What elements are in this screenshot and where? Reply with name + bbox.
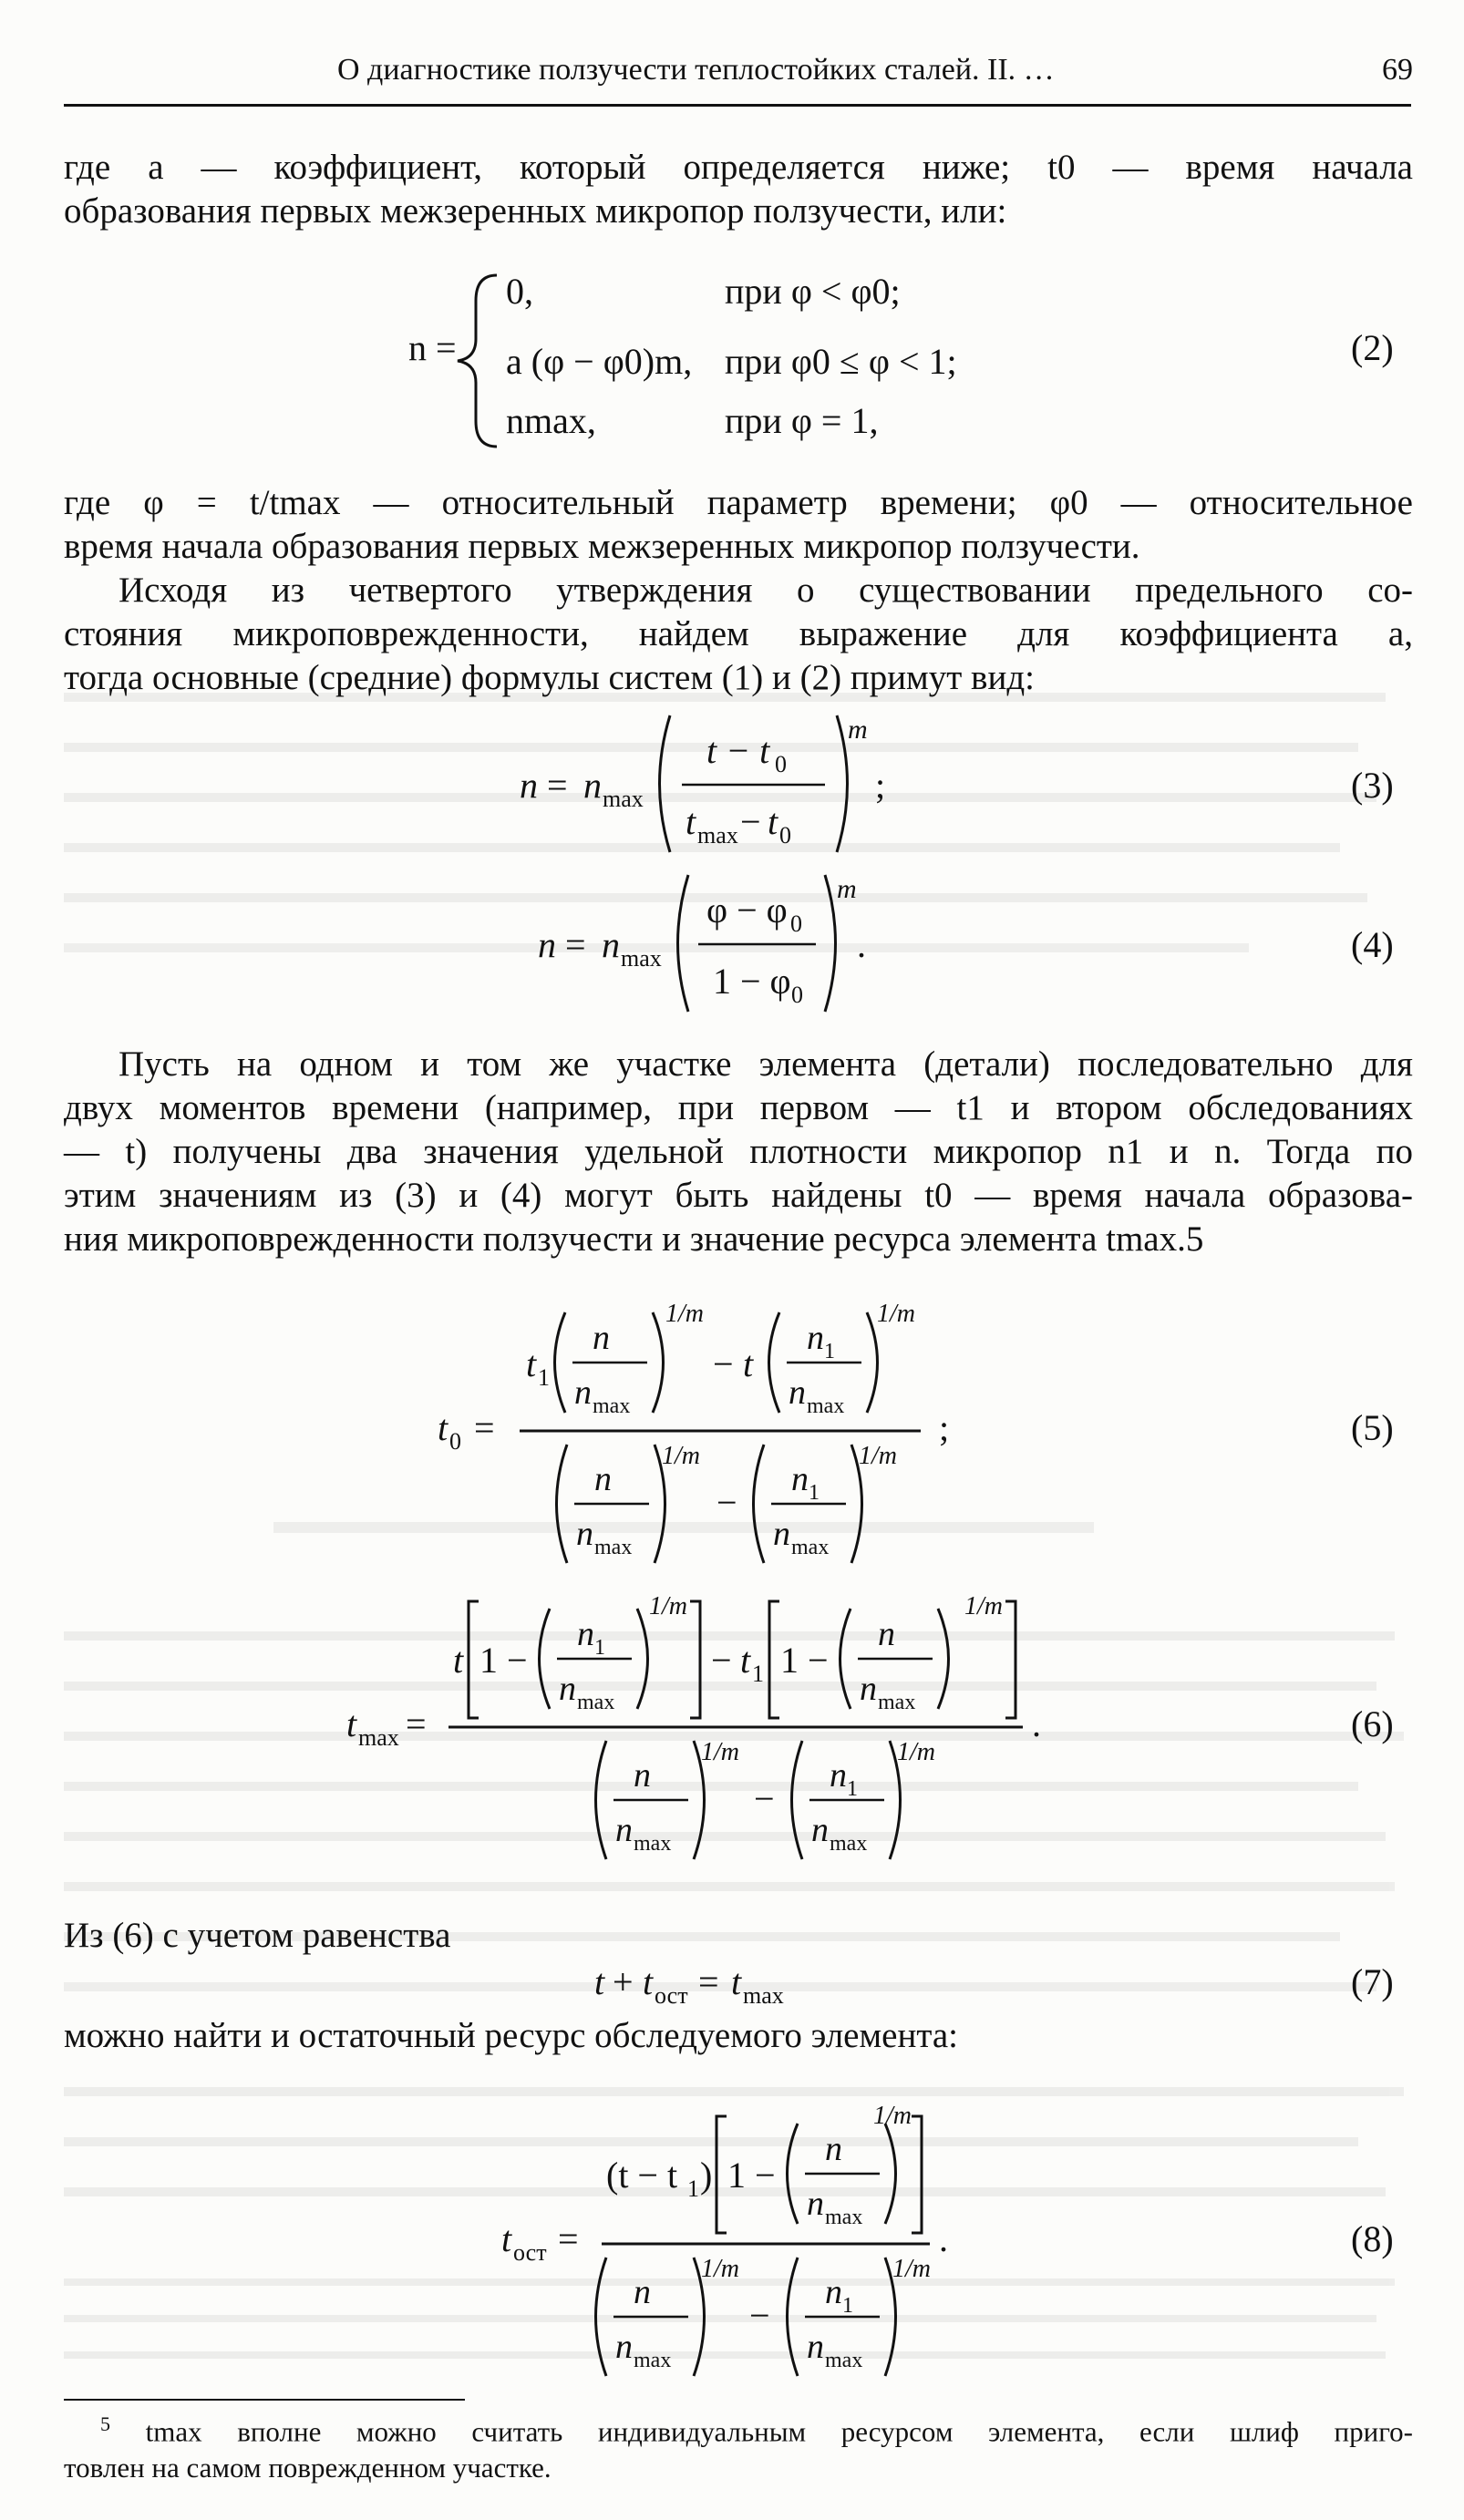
equation-number: (4) [1351,924,1394,965]
equation-number: (6) [1351,1703,1394,1744]
subscript-max: max [830,1832,868,1856]
minus-sign: − [713,1343,734,1384]
symbol-t0: t [768,801,778,842]
left-bracket [717,2116,727,2233]
exponent: 1/m [649,1592,687,1620]
exponent: 1/m [859,1442,897,1470]
subscript-max: max [825,2206,863,2229]
symbol-tmax: t [346,1703,357,1744]
subscript-ost: ост [513,2239,547,2266]
text-line: — t) получены два значения удельной плотности микропор n1 и n. Тогда по [64,1132,1413,1171]
equation-number: (7) [1351,1961,1394,2002]
exponent: 1/m [964,1592,1003,1620]
header-rule [64,104,1411,107]
right-paren [938,1609,949,1709]
text-line: ния микроповрежденности ползучести и значение ресурса элемента tmax.5 [64,1219,1204,1259]
symbol-t: t [453,1640,464,1681]
semicolon: ; [875,765,886,806]
symbol-nmax: n [811,1811,829,1849]
paragraph-1 [64,146,1413,233]
footnote [64,2406,1413,2486]
subscript-1: 1 [538,1364,550,1391]
subscript-1: 1 [752,1661,764,1687]
subscript-0: 0 [775,751,787,777]
subscript-0: 0 [449,1428,461,1455]
right-paren [837,715,848,852]
footnote-line: товлен на самом поврежденном участке. [64,2452,552,2484]
subscript-max: max [594,1536,633,1559]
denominator: 1 − φ [713,961,791,1002]
equals-sign: = [565,924,586,965]
left-paren [840,1609,851,1709]
subscript-1: 1 [842,2294,853,2318]
one-minus: 1 − [479,1640,528,1681]
exponent: 1/m [877,1300,915,1328]
subscript-max: max [634,1832,672,1856]
paragraph-6 [64,2014,1413,2058]
numerator-n1: n [807,1319,824,1357]
equation-4 [0,866,1464,1021]
equals-sign: = [474,1407,495,1448]
right-paren [653,1312,664,1413]
subscript-0: 0 [779,822,791,849]
subscript-max: max [791,1536,830,1559]
denominator: t [686,801,696,842]
subscript-max: max [593,1394,631,1418]
left-bracket [769,1601,779,1718]
left-paren [754,1445,765,1563]
footnote-text: tmax вполне можно считать индивидуальным ресурсом элемента, если шлиф приго- [145,2415,1414,2448]
text-line: Исходя из четвертого утверждения о существовании предельного со- [119,571,1413,610]
text-line: Из (6) с учетом равенства [64,1916,451,1955]
exponent: 1/m [897,1738,935,1766]
numerator-n1: n [830,1756,847,1795]
left-paren [788,2124,799,2224]
period: . [857,924,866,965]
subscript-1: 1 [809,1481,820,1505]
subscript-ost: ост [655,1982,688,2009]
left-paren [792,1741,803,1859]
plus-sign: + [613,1961,634,2002]
equals-sign: = [406,1703,427,1744]
left-paren [769,1312,780,1413]
text-line: время начала образования первых межзеренных микропор ползучести. [64,527,1140,566]
equation-lhs: n = [408,327,457,368]
minus-sign: − [754,1778,775,1819]
numerator-n: n [594,1460,612,1498]
numerator-n: n [825,2130,842,2168]
equation-7 [0,1958,1464,2012]
subscript-max: max [577,1691,615,1714]
symbol-nmax: n [860,1670,877,1708]
exponent-m: m [848,715,868,745]
case-value: nmax, [506,400,596,441]
symbol-t: t [743,1343,754,1384]
one-minus: 1 − [727,2155,776,2196]
exponent: 1/m [665,1300,704,1328]
symbol-nmax: n [602,924,620,965]
numerator-n: n [593,1319,610,1357]
exponent: 1/m [662,1442,700,1470]
subscript-max: max [807,1394,845,1418]
minus-sign: − [749,2295,770,2336]
symbol-nmax: n [559,1670,576,1708]
symbol-nmax: n [574,1373,592,1412]
exponent: 1/m [701,1738,739,1766]
period: . [939,2218,948,2259]
left-paren [555,1312,566,1413]
right-paren [885,2124,896,2224]
equation-number: (2) [1351,327,1394,368]
case-condition: при φ < φ0; [725,271,901,312]
numerator-n1: n [825,2273,842,2311]
minus-sign: − [740,801,761,842]
one-minus: 1 − [780,1640,829,1681]
text-line: стояния микроповрежденности, найдем выражение для коэффициента a, [64,614,1413,653]
footnote-marker: 5 [100,2412,110,2435]
text-line: тогда основные (средние) формулы систем (1) и (2) примут вид: [64,658,1035,697]
paragraph-3 [64,569,1413,700]
paragraph-5 [64,1914,1413,1958]
numerator-n: n [878,1615,895,1653]
left-paren [596,1741,607,1859]
symbol-n: n [520,765,538,806]
running-title: О диагностике ползучести теплостойких сталей. II. … [337,53,1055,87]
right-bracket [1005,1601,1016,1718]
paragraph-2 [64,481,1413,569]
numerator: φ − φ [706,890,788,931]
numerator: t − t [706,730,770,771]
text-line: этим значениям из (3) и (4) могут быть найдены t0 — время начала образова- [64,1176,1413,1215]
left-bracket [469,1601,479,1718]
running-header [64,53,1413,98]
numerator-n: n [634,1756,651,1795]
minus-sign: − [717,1482,737,1523]
symbol-t1: t [526,1343,537,1384]
symbol-nmax: n [615,1811,633,1849]
symbol-nmax: n [789,1373,806,1412]
text-line: образования первых межзеренных микропор ползучести, или: [64,191,1007,231]
subscript-1: 1 [847,1777,858,1801]
text-line: где a — коэффициент, который определяется ниже; t0 — время начала [64,148,1413,187]
text-line: где φ = t/tmax — относительный параметр времени; φ0 — относительное [64,483,1413,522]
subscript-0: 0 [790,910,802,937]
semicolon: ; [939,1407,950,1448]
equation-2 [0,264,1464,456]
symbol-nmax: n [807,2328,824,2366]
symbol-nmax: n [807,2185,824,2223]
symbol-nmax: n [576,1515,593,1553]
exponent: 1/m [701,2255,739,2283]
equation-number: (3) [1351,765,1394,806]
left-paren [788,2258,799,2376]
subscript-1: 1 [687,2175,699,2202]
symbol-nmax: n [615,2328,633,2366]
numerator-n1: n [577,1615,594,1653]
symbol-tmax: t [731,1961,742,2002]
symbol-tost: t [643,1961,654,2002]
case-value: a (φ − φ0)m, [506,341,693,382]
period: . [1032,1703,1041,1744]
subscript-0: 0 [791,982,803,1008]
left-paren [678,875,689,1012]
subscript-max: max [825,2349,863,2372]
text-line: Пусть на одном и том же участке элемента (детали) последовательно для [119,1044,1413,1084]
equation-8 [0,2087,1464,2388]
symbol-t: t [594,1961,605,2002]
left-brace [458,275,497,447]
subscript-1: 1 [594,1636,605,1660]
text-line: двух моментов времени (например, при первом — t1 и втором обследованиях [64,1088,1413,1127]
t-minus-t1: (t − t [606,2155,678,2196]
close-paren: ) [700,2155,713,2196]
subscript-max: max [634,2349,672,2372]
equals-sign: = [698,1961,719,2002]
left-paren [596,2258,607,2376]
numerator-n: n [634,2273,651,2311]
equation-5 [0,1285,1464,1586]
left-paren [660,715,671,852]
symbol-t1: t [740,1640,751,1681]
text-line: можно найти и остаточный ресурс обследуемого элемента: [64,2016,959,2055]
subscript-max: max [603,786,644,812]
case-value: 0, [506,271,533,312]
numerator-n1: n [791,1460,809,1498]
case-condition: при φ0 ≤ φ < 1; [725,341,957,382]
right-paren [637,1609,648,1709]
symbol-nmax: n [773,1515,790,1553]
footnote-line [64,2406,1413,2450]
symbol-nmax: n [583,765,602,806]
left-paren [540,1609,551,1709]
footnote-rule [64,2399,465,2401]
subscript-max: max [621,945,662,972]
right-bracket [912,2116,922,2233]
equals-sign: = [558,2218,579,2259]
subscript-max: max [878,1691,916,1714]
subscript-max: max [358,1724,399,1751]
symbol-n: n [538,924,556,965]
right-paren [867,1312,878,1413]
minus-sign: − [711,1640,732,1681]
exponent: 1/m [873,2102,912,2130]
paragraph-4 [64,1043,1413,1261]
right-paren [825,875,836,1012]
equation-number: (5) [1351,1407,1394,1448]
right-bracket [690,1601,700,1718]
symbol-tost: t [501,2218,512,2259]
symbol-t0: t [438,1407,448,1448]
equals-sign: = [547,765,568,806]
equation-6 [0,1581,1464,1877]
equation-number: (8) [1351,2218,1394,2259]
equation-3 [0,706,1464,861]
left-paren [557,1445,568,1563]
subscript-max: max [743,1982,784,2009]
page-number: 69 [1382,53,1413,87]
subscript-1: 1 [824,1340,835,1363]
exponent: 1/m [892,2255,931,2283]
case-condition: при φ = 1, [725,400,879,441]
subscript-max: max [697,822,738,849]
exponent-m: m [837,874,857,904]
